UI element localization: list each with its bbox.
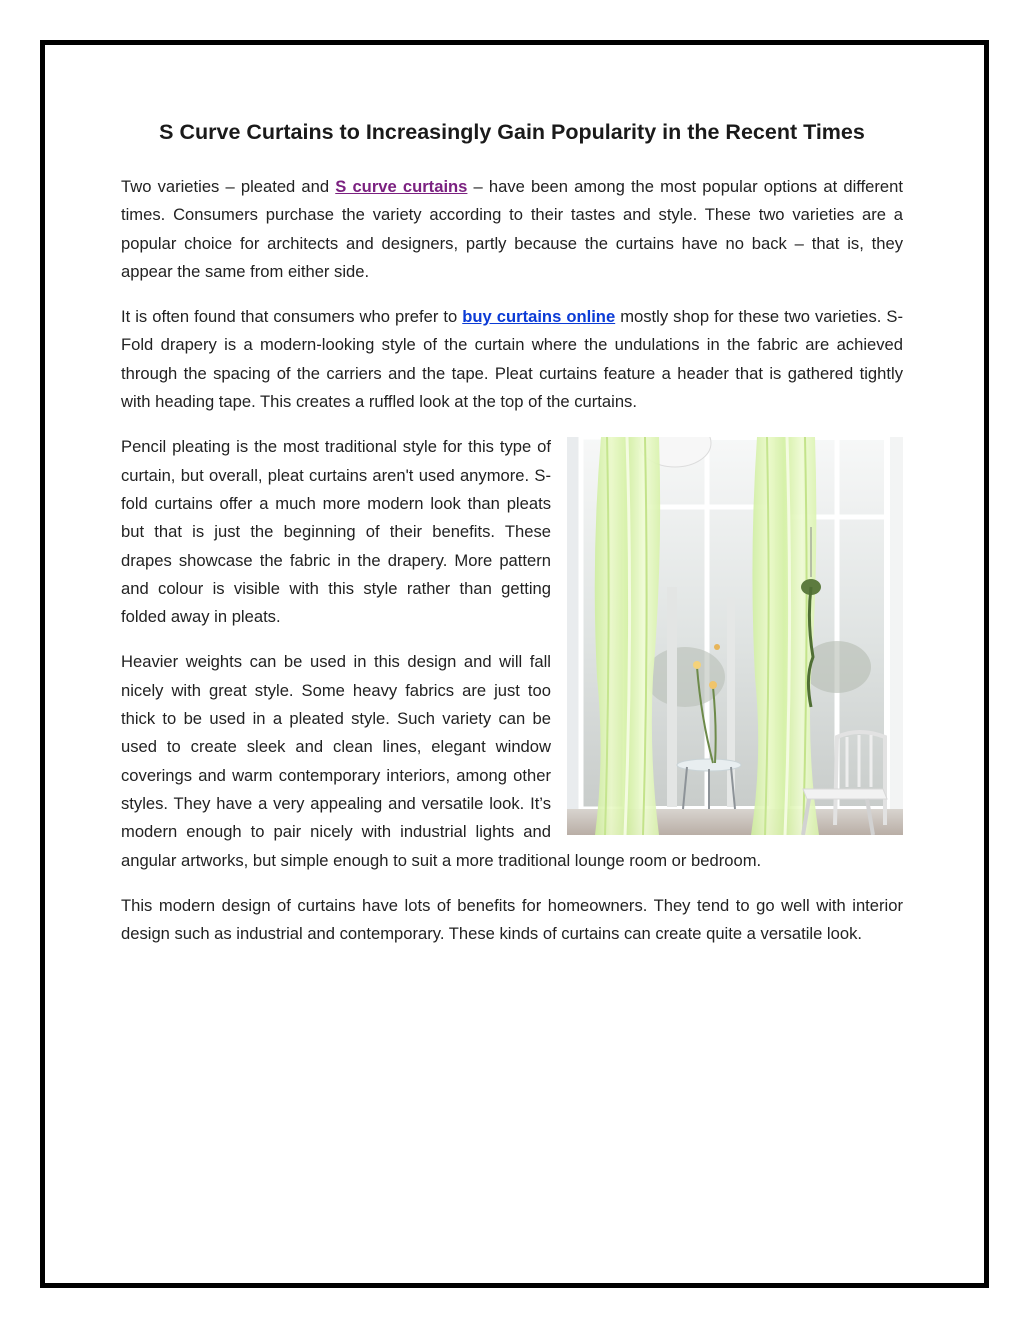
curtain-photo — [567, 437, 903, 835]
buy-curtains-online-link[interactable]: buy curtains online — [462, 307, 616, 327]
paragraph-5: This modern design of curtains have lots of benefits for homeowners. They tend to go well with interior design such as industrial and contemporary. These kinds of curtains can create quite a versatile look. — [121, 895, 903, 944]
curtain-photo-icon — [567, 437, 903, 835]
paragraph-1-before: Two varieties – pleated and — [121, 177, 336, 196]
s-curve-curtains-link[interactable]: S curve curtains — [335, 177, 468, 196]
paragraph-4: Heavier weights can be used in this design and will fall nicely with great style. Some heavy fabrics are just too thick to be used in a pleated style. Such variety can be used to create sleek and clean lines, elegant window coverings and warm contemporary interiors, among other styles. They have a very appealing and versatile look. It’s modern enough to pair nicely with industrial lights and angular artworks, but simple enough to suit a more traditional lounge room or bedroom. — [121, 652, 762, 870]
page-title: S Curve Curtains to Increasingly Gain Popularity in the Recent Times — [159, 120, 865, 144]
paragraph-2-after: mostly shop for these two varieties. S-Fold drapery is a modern-looking style of the curtain where the undulations in the fabric are achieved through the spacing of the carriers and the tape. Pleat curtains feature a header that is gathered tightly with heading tape. This creates a ruffled look at the top of the curtains. — [121, 307, 903, 412]
paragraph-2-before: It is often found that consumers who prefer to — [121, 307, 463, 327]
paragraph-3: Pencil pleating is the most traditional style for this type of curtain, but overall, pleat curtains aren't used anymore. S-fold curtains offer a much more modern look than pleats but that is just the beginning of their benefits. These drapes showcase the fabric in the drapery. More pattern and colour is visible with this style rather than getting folded away in pleats. — [121, 437, 551, 627]
paragraph-1-after: – have been among the most popular options at different times. Consumers purchase the variety according to their tastes and style. These two varieties are a popular choice for architects and designers, partly because the curtains have no back – that is, they appear the same from either side. — [121, 177, 903, 281]
document-content — [121, 118, 903, 965]
paragraph-1 — [121, 173, 903, 286]
paragraph-2 — [121, 303, 903, 416]
